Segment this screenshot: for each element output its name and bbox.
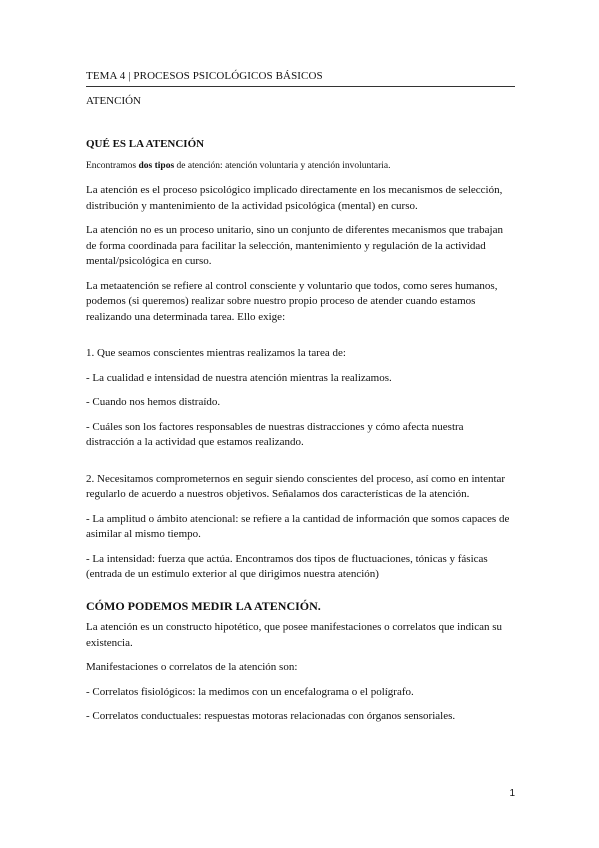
list1-item: - Cuáles son los factores responsables de nuestras distracciones y cómo afecta nuestra distracción a la actividad que estamos realizando.	[86, 420, 464, 448]
list2-lead: 2. Necesitamos comprometernos en seguir siendo conscientes del proceso, así como en intentar regularlo de acuerdo a nuestros objetivos. Señalamos dos características de la atención.	[86, 472, 506, 500]
section-heading-medir: CÓMO PODEMOS MEDIR LA ATENCIÓN.	[86, 598, 321, 613]
list2-item: - La intensidad: fuerza que actúa. Encontramos dos tipos de fluctuaciones, tónicas y fásicas (entrada de un estímulo exterior al que dirigimos nuestra atención)	[86, 552, 488, 580]
document-body	[86, 137, 511, 734]
paragraph-constructo: La atención es un constructo hipotético, que posee manifestaciones o correlatos que indican su existencia.	[86, 621, 503, 649]
running-header: TEMA 4 | PROCESOS PSICOLÓGICOS BÁSICOS	[86, 70, 323, 82]
intro-bold-text: dos tipos	[138, 160, 175, 171]
intro-text-start: Encontramos	[86, 160, 139, 171]
list3-item: - Correlatos fisiológicos: la medimos con un encefalograma o el polígrafo.	[86, 685, 414, 698]
list3-item: - Correlatos conductuales: respuestas motoras relacionadas con órganos sensoriales.	[86, 710, 456, 722]
paragraph-not-unitary: La atención no es un proceso unitario, sino un conjunto de diferentes mecanismos que trabajan de forma coordinada para facilitar la selección, mantenimiento y regulación de la actividad mental/psicológica en curso.	[86, 224, 503, 267]
list1-item: - Cuando nos hemos distraído.	[86, 396, 221, 408]
spacer	[86, 460, 511, 472]
intro-text-end: de atención: atención voluntaria y atención involuntaria.	[174, 160, 391, 171]
list2-item: - La amplitud o ámbito atencional: se refiere a la cantidad de información que somos capaces de asimilar al mismo tiempo.	[86, 512, 510, 540]
header-rule	[86, 86, 515, 87]
page-number: 1	[509, 788, 515, 799]
spacer	[86, 334, 511, 346]
list1-lead: 1. Que seamos conscientes mientras realizamos la tarea de:	[86, 347, 346, 359]
section-heading-que-es: QUÉ ES LA ATENCIÓN	[86, 138, 205, 150]
list1-item: - La cualidad e intensidad de nuestra atención mientras la realizamos.	[86, 371, 392, 384]
intro-paragraph	[86, 159, 511, 175]
paragraph-definition: La atención es el proceso psicológico implicado directamente en los mecanismos de selección, distribución y mantenimiento de la actividad psicológica (mental) en curso.	[86, 184, 503, 212]
paragraph-metaatencion: La metaatención se refiere al control consciente y voluntario que todos, como seres humanos, podemos (si queremos) realizar sobre nuestro propio proceso de atender cuando estamos realizando una determinada tarea. Ello exige:	[86, 279, 498, 323]
paragraph-manifestaciones: Manifestaciones o correlatos de la atención son:	[86, 661, 298, 673]
document-subtitle: ATENCIÓN	[86, 95, 141, 107]
